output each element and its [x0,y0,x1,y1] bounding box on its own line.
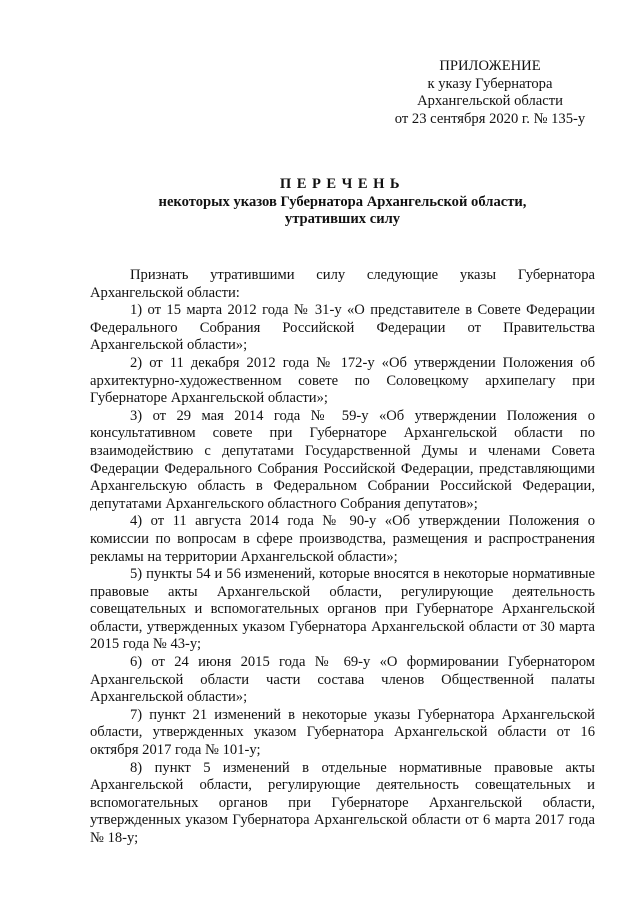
list-item: 7) пункт 21 изменений в некоторые указы Губернатора Архангельской области, утвержденных указом Губернатора Архангельской области от 16 октября 2017 года № 101-у; [90,706,595,759]
document-body [90,267,595,848]
list-item: 8) пункт 5 изменений в отдельные нормативные правовые акты Архангельской области, регулирующие деятельность совещательных и вспомогательных органов при Губернаторе Архангельской области, утвержденных указом Губернатора Архангельской области от 6 марта 2017 года № 18-у; [90,759,595,846]
appendix-header [360,58,620,128]
list-item: 6) от 24 июня 2015 года № 69-у «О формировании Губернатором Архангельской области части состава членов Общественной палаты Архангельской области»; [90,654,595,706]
list-item: 1) от 15 марта 2012 года № 31-у «О представителе в Совете Федерации Федерального Собрания Российской Федерации от Правительства Архангельской области»; [90,302,595,354]
list-item: 4) от 11 августа 2014 года № 90-у «Об утверждении Положения о комиссии по вопросам в сфере производства, размещения и распространения рекламы на территории Архангельской области»; [90,513,595,565]
title-heading: ПЕРЕЧЕНЬ [279,176,406,192]
document-title [90,176,595,229]
appendix-date: от 23 сентября 2020 г. № 135-у [394,110,586,127]
appendix-decree-ref: к указу Губернатора [427,75,553,92]
title-line-2: утративших силу [284,211,401,227]
list-item: 3) от 29 мая 2014 года № 59-у «Об утверждении Положения о консультативном совете при Губернаторе Архангельской области по взаимодействию с депутатами Государственной Думы и членами Совета Федерации Федерального Собрания Российской Федерации, представляющими Архангельскую область в Федеральном Собрании Российской Федерации, депутатами Архангельского областного Собрания депутатов»; [90,407,595,512]
appendix-label: ПРИЛОЖЕНИЕ [439,58,541,74]
intro-paragraph: Признать утратившими силу следующие указы Губернатора Архангельской области: [90,267,595,301]
appendix-region: Архангельской области [417,93,563,109]
list-item: 2) от 11 декабря 2012 года № 172-у «Об утверждении Положения об архитектурно-художественном совете по Соловецкому архипелагу при Губернаторе Архангельской области»; [90,354,595,407]
list-item: 5) пункты 54 и 56 изменений, которые вносятся в некоторые нормативные правовые акты Архангельской области, регулирующие деятельность совещательных и вспомогательных органов при Губернаторе Архангельской области, утвержденных указом Губернатора Архангельской области от 30 марта 2015 года № 43-у; [90,566,595,653]
title-line-1: некоторых указов Губернатора Архангельской области, [158,193,527,210]
